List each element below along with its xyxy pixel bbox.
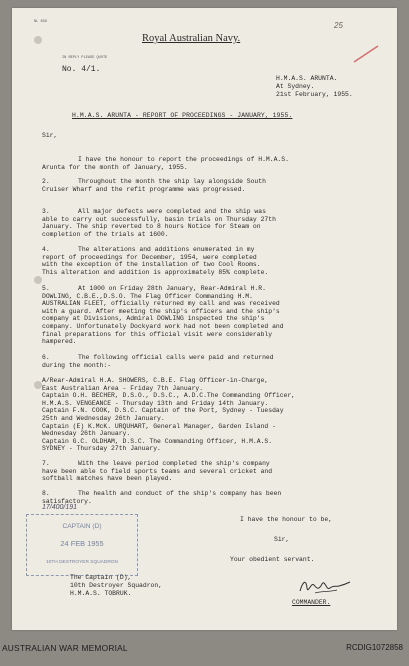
- quote-note: IN REPLY PLEASE QUOTE: [62, 56, 108, 60]
- addressee-line-1: The Captain (D),: [70, 574, 132, 581]
- page-mark: 25: [334, 21, 343, 30]
- red-pencil-mark: [352, 44, 380, 64]
- punch-hole: [34, 36, 42, 44]
- document-page: [12, 8, 397, 630]
- punch-hole: [34, 276, 42, 284]
- intro-paragraph: I have the honour to report the proceedings of H.M.A.S. Arunta for the month of January, 1955.: [42, 156, 289, 171]
- addressee-line-2: 10th Destroyer Squadron,: [70, 582, 163, 589]
- paragraph-2: 2. Throughout the month the ship lay alongside South Cruiser Wharf and the refit programme was progressed.: [42, 178, 266, 193]
- archive-source: AUSTRALIAN WAR MEMORIAL: [2, 643, 128, 653]
- paragraph-7: 7. With the leave period completed the ship's company have been able to field sports teams and several cricket and softball matches have been played.: [42, 460, 273, 483]
- reference-number: No. 4/1.: [62, 65, 101, 74]
- report-title: H.M.A.S. ARUNTA - REPORT OF PROCEEDINGS - JANUARY, 1955.: [72, 112, 293, 119]
- letter-date: 21st February, 1955.: [276, 91, 353, 98]
- stamp-line-1: CAPTAIN (D): [62, 523, 102, 530]
- signature: [297, 576, 353, 598]
- letterhead: Royal Australian Navy.: [142, 33, 241, 44]
- place: At Sydney.: [276, 83, 315, 90]
- archive-reference: RCDIG1072858: [346, 643, 403, 652]
- closing-servant: Your obedient servant.: [230, 556, 315, 563]
- signatory-role: COMMANDER.: [292, 599, 331, 606]
- official-calls-list: A/Rear-Admiral H.A. SHOWERS, C.B.E. Flag Officer-in-Charge, East Australian Area - Friday 7th January. Captain O.H. BECHER, D.S.O., D.S.C., A.D.C.The Commanding Officer, H.M.A.S. VENGEANCE - Thursday 13th and Friday 14th January. Captain F.N. COOK, D.S.C. Captain of the Port, Sydney - Tuesday 25th and Wednesday 26th January. Captain (E) K.McK. URQUHART, General Manager, Garden Island - Wednesday 26th January. Captain G.C. OLDHAM, D.S.C. The Commanding Officer, H.M.A.S. SYDNEY - Thursday 27th January.: [42, 377, 296, 453]
- paragraph-8: 8. The health and conduct of the ship's company has been satisfactory.: [42, 490, 282, 505]
- paragraph-5: 5. At 1000 on Friday 28th January, Rear-Admiral H.R. DOWLING, C.B.E.,D.S.O. The Flag Officer Commanding H.M. AUSTRALIAN FLEET, officially returned my call and was received with a guard. After meeting the ship's officers and the ship's company at Divisions, Admiral DOWLING inspected the ship's company. Unfortunately Dockyard work had not been completed and final preparations for this official visit were considerably hampered.: [42, 285, 284, 346]
- paragraph-4: 4. The alterations and additions enumerated in my report of proceedings for December, 1954, were completed with the exception of the installation of two Cool Rooms. This alteration and addition is approximately 85% complete.: [42, 246, 269, 276]
- handwritten-file-ref: 17/400/191: [42, 504, 78, 511]
- ship-name: H.M.A.S. ARUNTA.: [276, 75, 338, 82]
- paragraph-6: 6. The following official calls were paid and returned during the month:-: [42, 354, 274, 369]
- form-code: NL 659: [34, 20, 47, 24]
- closing-sir: Sir,: [274, 536, 290, 543]
- salutation: Sir,: [42, 132, 58, 139]
- addressee-line-3: H.M.A.S. TOBRUK.: [70, 590, 132, 597]
- stamp-line-3: 10TH DESTROYER SQUADRON: [46, 560, 118, 565]
- received-stamp: [26, 514, 138, 576]
- stamp-date: 24 FEB 1955: [60, 539, 104, 548]
- punch-hole: [34, 381, 42, 389]
- closing-honour: I have the honour to be,: [240, 516, 333, 523]
- paragraph-3: 3. All major defects were completed and the ship was able to carry out successfully, basin trials on Thursday 27th January. The ship reverted to 8 hours Notice for Steam on completion of the trials at 1600.: [42, 208, 276, 238]
